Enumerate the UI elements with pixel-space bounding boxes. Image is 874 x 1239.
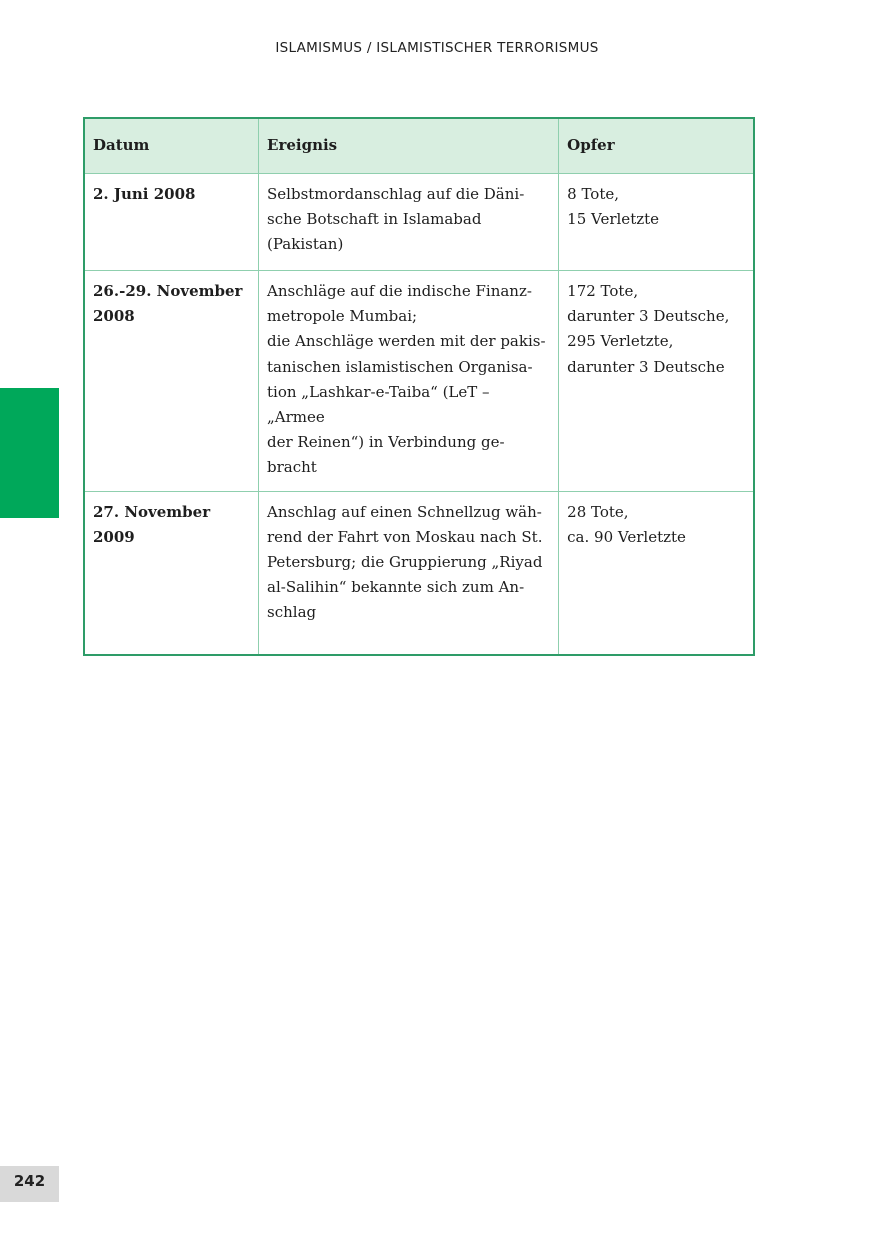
running-header: ISLAMISMUS / ISLAMISTISCHER TERRORISMUS: [275, 40, 599, 56]
event-line: rend der Fahrt von Moskau nach St.: [267, 527, 543, 546]
victims-line: 15 Verletzte: [567, 210, 660, 229]
date-cell: [84, 174, 259, 271]
event-cell: [259, 491, 559, 655]
event-line: (Pakistan): [267, 235, 344, 254]
event-line: tanischen islamistischen Organisa-: [267, 357, 533, 376]
date-cell: [84, 491, 259, 655]
victims-line: 172 Tote,: [567, 282, 639, 300]
date-cell: [84, 271, 259, 492]
event-cell: [259, 271, 559, 492]
event-line: sche Botschaft in Islamabad: [267, 210, 482, 229]
column-header-ereignis: Ereignis: [259, 118, 559, 174]
victims-line: ca. 90 Verletzte: [567, 527, 686, 546]
date-line: 2008: [93, 307, 135, 326]
event-line: die Anschläge werden mit der pakis-: [267, 332, 546, 351]
victims-cell: [559, 491, 754, 655]
date-line: 26.-29. November: [93, 282, 243, 300]
victims-cell: [559, 174, 754, 271]
event-line: tion „Lashkar-e-Taiba“ (LeT – „Armee: [267, 382, 490, 427]
event-line: Anschlag auf einen Schnellzug wäh-: [267, 502, 542, 521]
table-row: [84, 174, 754, 271]
table-row: [84, 271, 754, 492]
event-cell: [259, 174, 559, 271]
event-line: Petersburg; die Gruppierung „Riyad: [267, 553, 543, 572]
event-line: bracht: [267, 458, 317, 477]
victims-line: darunter 3 Deutsche: [567, 357, 725, 376]
column-header-opfer: Opfer: [559, 118, 754, 174]
events-table: [83, 117, 755, 656]
column-header-datum: Datum: [84, 118, 259, 174]
victims-line: 295 Verletzte,: [567, 332, 674, 351]
date-line: 27. November 2009: [93, 502, 211, 546]
victims-cell: [559, 271, 754, 492]
event-line: Anschläge auf die indische Finanz-: [267, 282, 532, 300]
victims-line: darunter 3 Deutsche,: [567, 307, 730, 326]
page-number: 242: [0, 1166, 59, 1202]
event-line: metropole Mumbai;: [267, 307, 418, 326]
event-line: Selbstmordanschlag auf die Däni-: [267, 185, 525, 203]
chapter-marker-tab: [0, 388, 59, 518]
event-line: al-Salihin“ bekannte sich zum An-: [267, 578, 525, 597]
table-row: [84, 491, 754, 655]
victims-line: 28 Tote,: [567, 502, 629, 521]
victims-line: 8 Tote,: [567, 185, 620, 203]
table-header-row: [84, 118, 754, 174]
event-line: der Reinen“) in Verbindung ge-: [267, 433, 505, 452]
date-line: 2. Juni 2008: [93, 185, 196, 203]
event-line: schlag: [267, 603, 317, 622]
